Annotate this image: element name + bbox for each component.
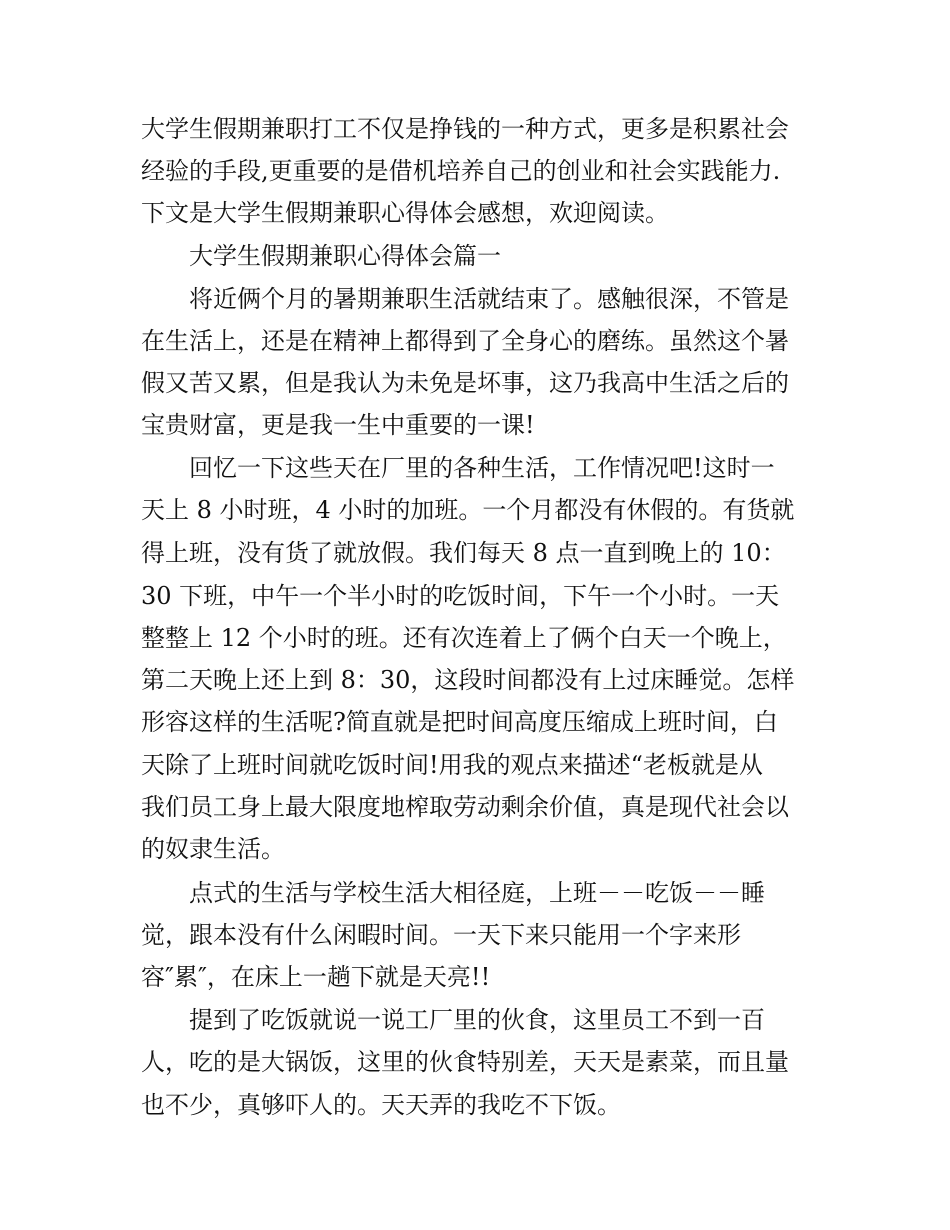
section-heading: 大学生假期兼职心得体会篇一 <box>189 242 501 270</box>
text-line: 将近俩个月的暑期兼职生活就结束了。感触很深，不管是 <box>189 285 789 313</box>
text-line: 大学生假期兼职打工不仅是挣钱的一种方式，更多是积累社会 <box>141 115 789 143</box>
text-line: 整整上 12 个小时的班。还有次连着上了俩个白天一个晚上， <box>141 624 787 652</box>
text-line: 在生活上，还是在精神上都得到了全身心的磨练。虽然这个暑 <box>141 327 789 355</box>
text-line: 天上 8 小时班，4 小时的加班。一个月都没有休假的。有货就 <box>141 496 795 524</box>
text-line: 提到了吃饭就说一说工厂里的伙食，这里员工不到一百 <box>189 1006 765 1034</box>
text-line: 点式的生活与学校生活大相径庭，上班－－吃饭－－睡 <box>189 879 765 907</box>
text-line: 回忆一下这些天在厂里的各种生活，工作情况吧!这时一 <box>189 454 775 482</box>
text-line: 人，吃的是大锅饭，这里的伙食特别差，天天是素菜，而且量 <box>141 1048 789 1076</box>
text-line: 天除了上班时间就吃饭时间!用我的观点来描述“老板就是从 <box>141 751 763 779</box>
text-line: 第二天晚上还上到 8：30，这段时间都没有上过床睡觉。怎样 <box>141 666 795 694</box>
text-line: 也不少，真够吓人的。天天弄的我吃不下饭。 <box>141 1091 621 1119</box>
text-line: 容″累″，在床上一趟下就是天亮!! <box>141 963 491 991</box>
text-line: 下文是大学生假期兼职心得体会感想，欢迎阅读。 <box>141 199 669 227</box>
text-line: 宝贵财富，更是我一生中重要的一课! <box>141 411 535 439</box>
text-line: 假又苦又累，但是我认为未免是坏事，这乃我高中生活之后的 <box>141 369 789 397</box>
text-line: 30 下班，中午一个半小时的吃饭时间，下午一个小时。一天 <box>141 582 780 610</box>
text-line: 我们员工身上最大限度地榨取劳动剩余价值，真是现代社会以 <box>141 793 789 821</box>
text-line: 的奴隶生活。 <box>141 835 285 863</box>
text-line: 觉，跟本没有什么闲暇时间。一天下来只能用一个字来形 <box>141 921 741 949</box>
text-line: 得上班，没有货了就放假。我们每天 8 点一直到晚上的 10： <box>141 539 786 567</box>
text-line: 经验的手段,更重要的是借机培养自己的创业和社会实践能力. <box>141 157 781 185</box>
text-line: 形容这样的生活呢?简直就是把时间高度压缩成上班时间，白 <box>141 708 778 736</box>
